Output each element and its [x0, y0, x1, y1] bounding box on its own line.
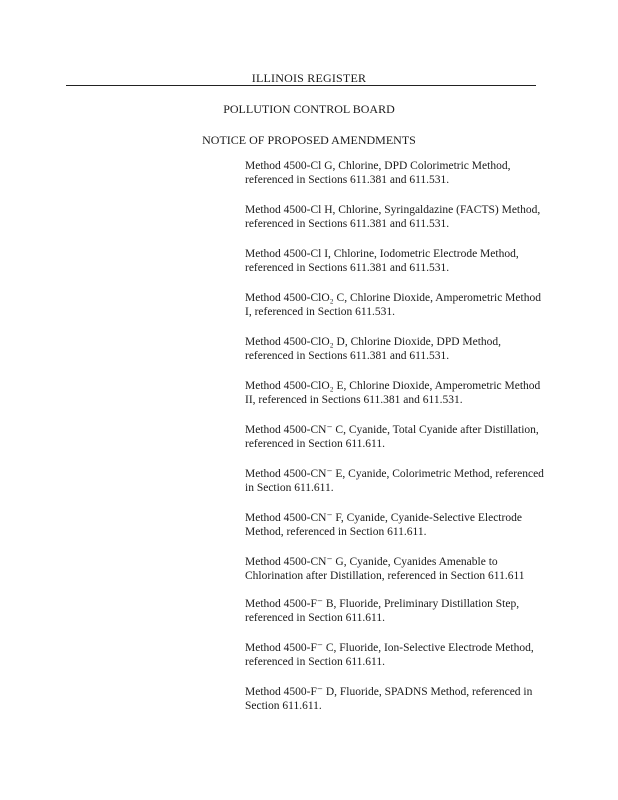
method-entry: Method 4500-ClO₂ D, Chlorine Dioxide, DPD Method, referenced in Sections 611.381 and 611.531. — [245, 336, 502, 362]
notice-title: NOTICE OF PROPOSED AMENDMENTS — [202, 133, 416, 147]
method-entry: Method 4500-CN⁻ C, Cyanide, Total Cyanide after Distillation, referenced in Section 611.611. — [245, 424, 539, 450]
method-entry: Method 4500-F⁻ C, Fluoride, Ion-Selective Electrode Method, referenced in Section 611.611. — [245, 642, 534, 668]
method-entry: Method 4500-Cl I, Chlorine, Iodometric Electrode Method, referenced in Sections 611.381 and 611.531. — [245, 248, 519, 274]
board-name: POLLUTION CONTROL BOARD — [223, 102, 395, 116]
method-entry: Method 4500-ClO₂ C, Chlorine Dioxide, Amperometric Method I, referenced in Section 611.531. — [245, 292, 541, 318]
header-rule — [66, 85, 536, 86]
register-title: ILLINOIS REGISTER — [251, 71, 367, 85]
method-list — [245, 159, 545, 729]
method-entry: Method 4500-F⁻ B, Fluoride, Preliminary Distillation Step, referenced in Section 611.611. — [245, 598, 520, 624]
method-entry: Method 4500-F⁻ D, Fluoride, SPADNS Method, referenced in Section 611.611. — [245, 686, 533, 712]
method-entry: Method 4500-CN⁻ F, Cyanide, Cyanide-Selective Electrode Method, referenced in Section 611.611. — [245, 512, 522, 538]
method-entry: Method 4500-ClO₂ E, Chlorine Dioxide, Amperometric Method II, referenced in Sections 611.381 and 611.531. — [245, 380, 541, 406]
method-entry: Method 4500-Cl G, Chlorine, DPD Colorimetric Method, referenced in Sections 611.381 and 611.531. — [245, 160, 511, 186]
method-entry: Method 4500-CN⁻ E, Cyanide, Colorimetric Method, referenced in Section 611.611. — [245, 468, 544, 494]
method-entry: Method 4500-CN⁻ G, Cyanide, Cyanides Amenable to Chlorination after Distillation, referenced in Section 611.611 — [245, 556, 525, 582]
method-entry: Method 4500-Cl H, Chlorine, Syringaldazine (FACTS) Method, referenced in Sections 611.381 and 611.531. — [245, 204, 541, 230]
